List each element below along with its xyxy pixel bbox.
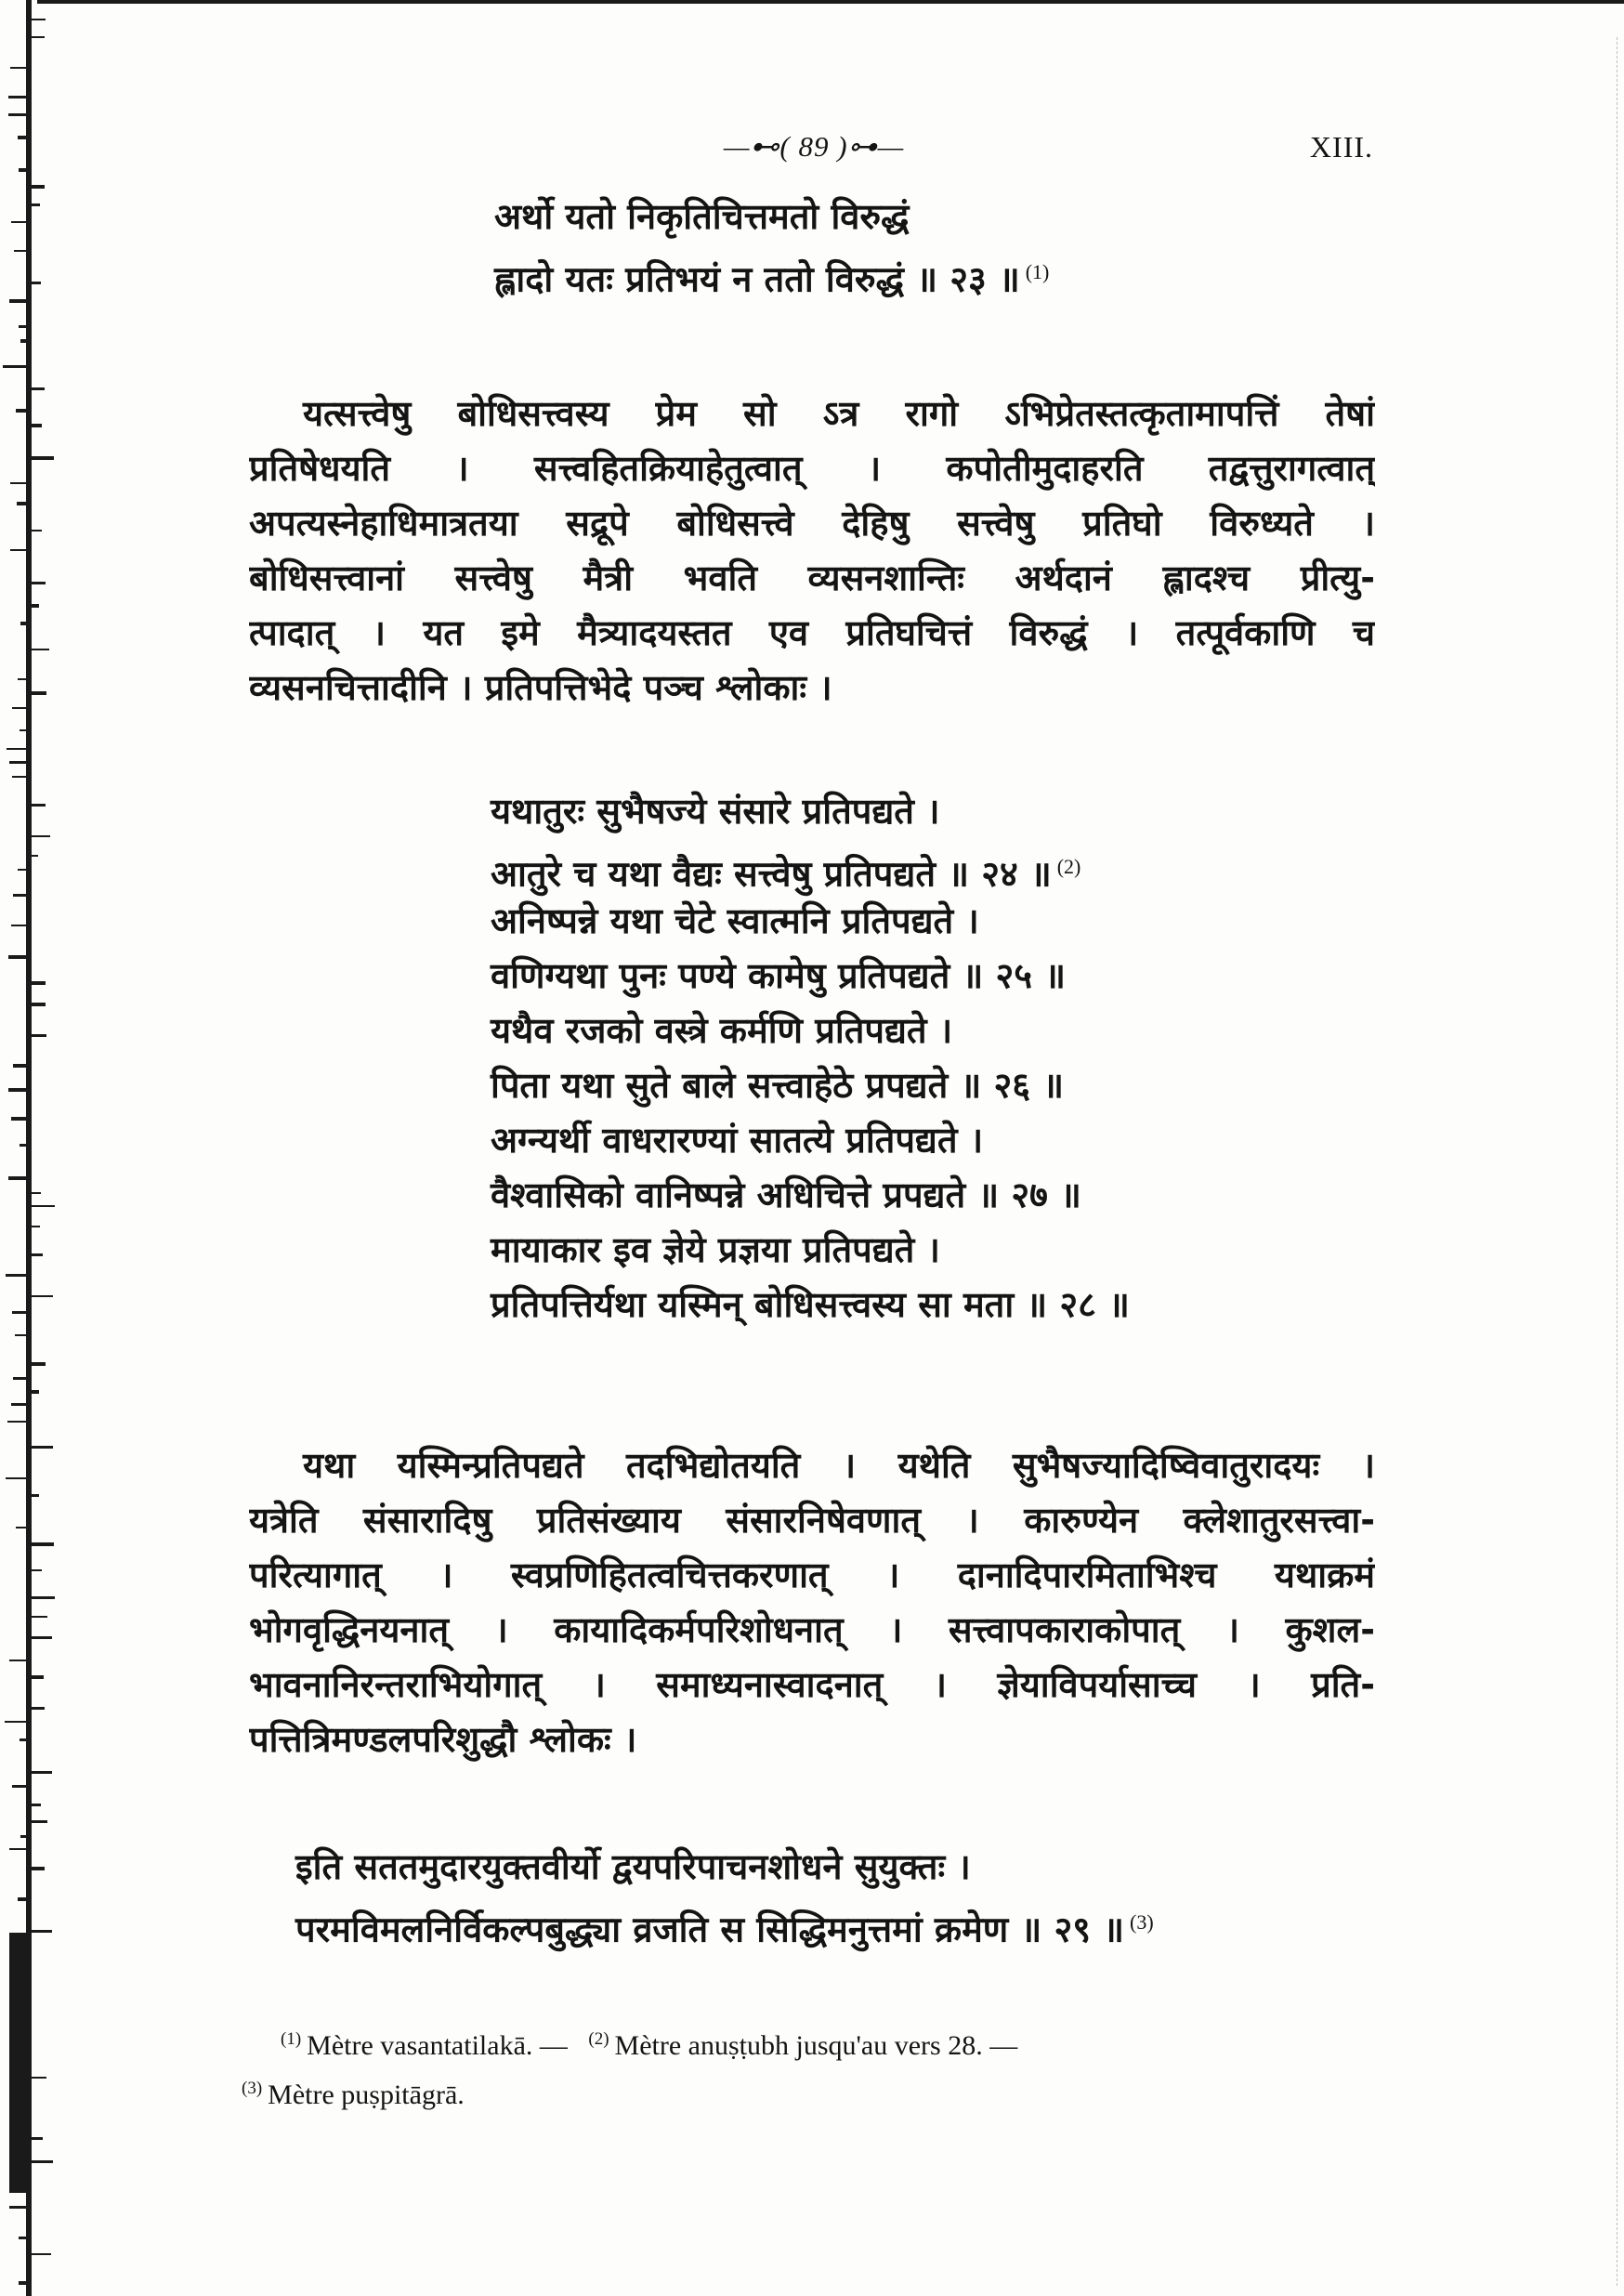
verse-line-text: ह्लादो यतः प्रतिभयं न ततो विरुद्धं ॥ २३ ॥ [494,258,1020,300]
prose-line: भावनानिरन्तराभियोगात् । समाध्यनास्वादनात् । ज्ञेयाविपर्यासाच्च । प्रति- [249,1664,1375,1705]
top-rule [37,0,1624,4]
verse-line-text: परमविमलनिर्विकल्पबुद्ध्या व्रजति स सिद्धिमनुत्तमां क्रमेण ॥ २९ ॥ [295,1909,1125,1950]
page-header [0,130,1624,177]
verse-line: इति सततमुदारयुक्तवीर्यो द्वयपरिपाचनशोधने सुयुक्तः । [295,1846,971,1887]
prose-line: यत्सत्त्वेषु बोधिसत्त्वस्य प्रेम सो ऽत्र रागो ऽभिप्रेतस्तत्कृतामापत्तिं तेषां [303,393,1375,434]
verse-line: प्रतिपत्तिर्यथा यस्मिन् बोधिसत्त्वस्य सा मता ॥ २८ ॥ [491,1284,1130,1325]
verse-line: यथैव रजको वस्त्रे कर्मणि प्रतिपद्यते । [491,1010,953,1051]
footnote-ref: (2) [1056,855,1081,878]
footnote-mark: (3) [242,2079,263,2098]
prose-line: भोगवृद्धिनयनात् । कायादिकर्मपरिशोधनात् । सत्त्वापकाराकोपात् । कुशल- [249,1609,1375,1650]
footnote-mark: (2) [588,2029,609,2049]
footnote-line [242,2067,1375,2117]
footnote-ref: (3) [1130,1910,1154,1934]
footnotes [242,2018,1375,2117]
prose-line: प्रतिषेधयति । सत्त्वहितक्रियाहेतुत्वात् । कपोतीमुदाहरति तद्वत्तुरागत्वात् [249,448,1375,489]
verse-line [295,1895,1154,1949]
footnote-ref: (1) [1025,260,1050,283]
verse-line: वैश्वासिको वानिष्पन्ने अधिचित्ते प्रपद्यते ॥ २७ ॥ [491,1174,1081,1215]
verse-line: पिता यथा सुते बाले सत्त्वाहेठे प्रपद्यते ॥ २६ ॥ [491,1065,1065,1106]
prose-line: अपत्यस्नेहाधिमात्रतया सद्रूपे बोधिसत्त्वे देहिषु सत्त्वेषु प्रतिघो विरुध्यते । [249,503,1375,544]
prose-line: व्यसनचित्तादीनि । प्रतिपत्तिभेदे पञ्च श्लोकाः । [249,667,832,708]
verse-line [494,244,1049,299]
prose-line: यत्रेति संसारादिषु प्रतिसंख्याय संसारनिषेवणात् । कारुण्येन क्लेशातुरसत्त्वा- [249,1500,1375,1541]
verse-line: अर्थो यतो निकृतिचित्तमतो विरुद्धं [494,196,910,237]
commentary-paragraph [249,1438,1375,1767]
verse-line: मायाकार इव ज्ञेये प्रज्ञया प्रतिपद्यते । [491,1229,940,1270]
binding-edge-graphic [0,0,58,2296]
binding-edge [0,0,58,2296]
running-head: XIII. [1309,130,1373,164]
prose-line: यथा यस्मिन्प्रतिपद्यते तदभिद्योतयति । यथेति सुभैषज्यादिष्विवातुरादयः । [303,1445,1375,1486]
verse-line: अनिष्पन्ने यथा चेटे स्वात्मनि प्रतिपद्यते । [491,900,979,941]
prose-line: परित्यागात् । स्वप्रणिहितत्वचित्तकरणात् । दानादिपारमिताभिश्च यथाक्रमं [249,1555,1375,1595]
commentary-paragraph [249,387,1375,715]
verse-line: अग्न्यर्थी वाधरारण्यां सातत्ये प्रतिपद्यते । [491,1120,984,1161]
footnote-text: Mètre anuṣṭubh jusqu'au vers 28. — [614,2030,1018,2061]
page-number: —⊷( 89 )⊶— [723,130,905,163]
page-edge [1617,37,1620,2286]
footnote-text: Mètre vasantatilakā. — [307,2030,568,2061]
verse-line: वणिग्यथा पुनः पण्ये कामेषु प्रतिपद्यते ॥ २५ ॥ [491,955,1066,996]
verse-line: यथातुरः सुभैषज्ये संसारे प्रतिपद्यते । [491,791,940,832]
prose-line: पत्तित्रिमण्डलपरिशुद्धौ श्लोकः । [249,1719,637,1760]
prose-line: बोधिसत्त्वानां सत्त्वेषु मैत्री भवति व्यसनशान्तिः अर्थदानं ह्लादश्च प्रीत्यु- [249,558,1375,598]
verse-23 [494,190,1049,299]
footnote-line [242,2018,1375,2067]
prose-line: त्पादात् । यत इमे मैत्र्यादयस्तत एव प्रतिघचित्तं विरुद्धं । तत्पूर्वकाणि च [249,612,1375,653]
verse-line-text: आतुरे च यथा वैद्यः सत्त्वेषु प्रतिपद्यते ॥ २४ ॥ [491,853,1052,895]
footnote-mark: (1) [281,2029,302,2049]
verse-29 [295,1840,1154,1949]
footnote-text: Mètre puṣpitāgrā. [268,2080,465,2110]
verses-24-28 [491,784,1130,1332]
verse-line [491,839,1130,894]
